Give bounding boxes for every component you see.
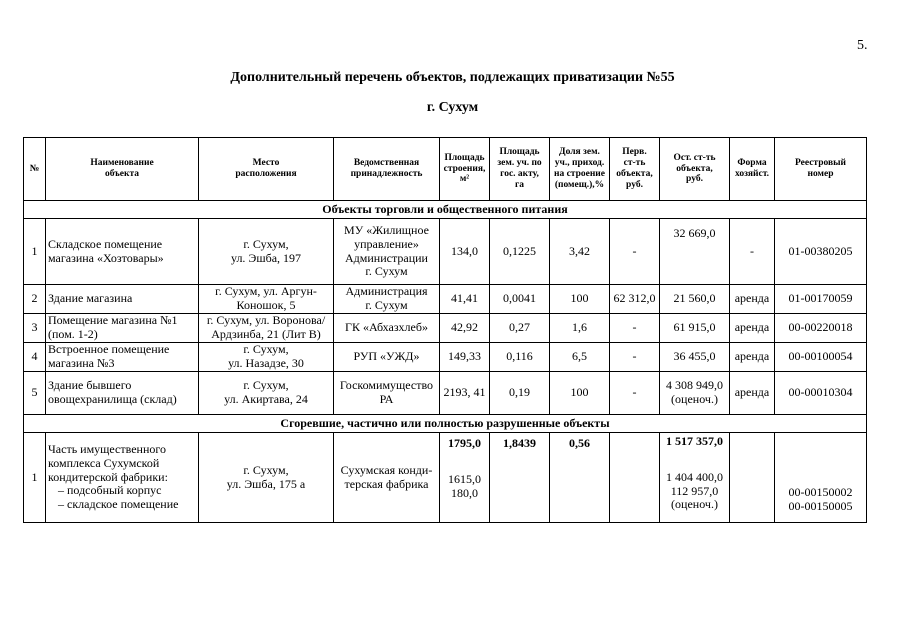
- cell-residual-cost-total: 1 517 357,0: [666, 434, 723, 448]
- header-area-land: [490, 138, 550, 201]
- cell-initial-cost: [610, 433, 660, 523]
- header-name-line: Наименование: [90, 158, 154, 169]
- table-row: [24, 285, 867, 314]
- header-area-build-line: строения,: [443, 163, 486, 174]
- cell-dept: РУП «УЖД»: [334, 343, 440, 372]
- cell-initial-cost: -: [610, 219, 660, 285]
- table-row: [24, 433, 867, 523]
- header-share-line: Доля зем.: [559, 147, 600, 158]
- header-area-land-line: га: [514, 179, 525, 190]
- header-reg: [775, 138, 867, 201]
- cell-reg: 01-00170059: [775, 285, 867, 314]
- cell-area-build: 134,0: [440, 219, 490, 285]
- cell-place-line: г. Сухум,: [243, 342, 289, 357]
- cell-residual-cost: 36 455,0: [660, 343, 730, 372]
- cell-area-build: 41,41: [440, 285, 490, 314]
- table-row: [24, 314, 867, 343]
- header-dept: [334, 138, 440, 201]
- header-area-build: [440, 138, 490, 201]
- cell-residual-cost-line: 4 308 949,0: [666, 378, 723, 393]
- header-area-build-line: Площадь: [444, 152, 485, 163]
- cell-spacer: [442, 451, 487, 473]
- header-name-line: объекта: [104, 169, 140, 179]
- header-share: [550, 138, 610, 201]
- cell-residual-cost-line: (оценоч.): [671, 392, 718, 406]
- cell-place-line: г. Сухум,: [243, 378, 289, 393]
- document-subtitle: г. Сухум: [426, 100, 479, 115]
- cell-num: 5: [24, 372, 46, 415]
- cell-name-line: Встроенное помещение: [48, 342, 170, 357]
- header-initial-cost-line: объекта,: [616, 169, 653, 179]
- cell-place: [199, 285, 334, 314]
- cell-dept: [334, 433, 440, 523]
- cell-form: аренда: [730, 314, 775, 343]
- cell-initial-cost: 62 312,0: [610, 285, 660, 314]
- cell-residual-cost: 61 915,0: [660, 314, 730, 343]
- cell-residual-cost-part: 1 404 400,0: [666, 469, 723, 484]
- header-share-line: на строение: [553, 169, 605, 179]
- cell-place-line: ул. Эшба, 197: [230, 250, 302, 265]
- cell-place-line: ул. Акиртава, 24: [224, 392, 308, 406]
- cell-name: [46, 343, 199, 372]
- cell-reg: [775, 433, 867, 523]
- cell-area-land: 0,116: [490, 343, 550, 372]
- cell-initial-cost: -: [610, 343, 660, 372]
- cell-area-land: 0,19: [490, 372, 550, 415]
- cell-dept-line: г. Сухум: [365, 298, 408, 312]
- cell-name-line: Здание бывшего: [48, 378, 132, 393]
- cell-place-line: г. Сухум,: [243, 236, 289, 251]
- header-form-line: Форма: [737, 158, 767, 169]
- cell-place-line: ул. Назадзе, 30: [228, 356, 304, 370]
- cell-area-build: 149,33: [440, 343, 490, 372]
- cell-area-build-part: 180,0: [451, 485, 478, 500]
- cell-dept-line: Сухумская конди-: [340, 462, 433, 477]
- cell-area-build: [440, 433, 490, 523]
- header-area-land-line: гос. акту,: [500, 169, 539, 179]
- header-form: [730, 138, 775, 201]
- document-title: Дополнительный перечень объектов, подлежащих приватизации №55: [230, 70, 675, 85]
- header-share-line: (помещ.),%: [554, 179, 605, 190]
- cell-name: Здание магазина: [46, 285, 199, 314]
- cell-dept-line: Госкомимущество: [339, 378, 434, 393]
- cell-name-line: Складское помещение: [48, 236, 163, 251]
- cell-name: [46, 314, 199, 343]
- cell-area-build-total: 1795,0: [448, 436, 481, 450]
- header-place-line: расположения: [235, 169, 297, 179]
- cell-dept-line: терская фабрика: [344, 476, 429, 491]
- cell-place: [199, 219, 334, 285]
- header-dept-line: Ведомственная: [353, 158, 420, 169]
- cell-spacer: [662, 449, 727, 471]
- cell-num: 4: [24, 343, 46, 372]
- cell-name-line: магазина «Хозтовары»: [48, 250, 164, 265]
- table-row: [24, 219, 867, 285]
- cell-residual-cost: [660, 433, 730, 523]
- cell-num: 3: [24, 314, 46, 343]
- cell-area-build: 42,92: [440, 314, 490, 343]
- cell-place-line: г. Сухум,: [243, 462, 289, 477]
- cell-area-land: 0,27: [490, 314, 550, 343]
- cell-share: 3,42: [550, 219, 610, 285]
- header-reg-line: Реестровый: [794, 158, 847, 169]
- cell-place-line: г. Сухум, ул. Воронова/: [206, 313, 326, 328]
- cell-form: аренда: [730, 343, 775, 372]
- objects-table: [23, 137, 867, 523]
- cell-dept-line: Администрации: [345, 250, 428, 265]
- cell-name-line: овощехранилища (склад): [48, 392, 177, 406]
- cell-area-land: 0,0041: [490, 285, 550, 314]
- cell-initial-cost: -: [610, 314, 660, 343]
- cell-residual-cost: [660, 372, 730, 415]
- cell-place: [199, 433, 334, 523]
- cell-place: [199, 372, 334, 415]
- cell-place: [199, 314, 334, 343]
- cell-name-line: комплекса Сухумской: [48, 455, 160, 470]
- cell-dept: ГК «Абхазхлеб»: [334, 314, 440, 343]
- cell-name: [46, 219, 199, 285]
- cell-name: [46, 433, 199, 523]
- table-header-row: [24, 138, 867, 201]
- cell-dept: [334, 372, 440, 415]
- header-residual-cost-line: Ост. ст-ть: [673, 152, 716, 163]
- header-initial-cost-line: руб.: [626, 179, 643, 190]
- cell-area-land: 0,1225: [490, 219, 550, 285]
- cell-dept: [334, 285, 440, 314]
- section-row: [24, 201, 867, 219]
- header-num: №: [24, 138, 46, 201]
- header-name: [46, 138, 199, 201]
- header-share-line: уч., приход.: [554, 158, 605, 169]
- cell-name: [46, 372, 199, 415]
- cell-name-line: – складское помещение: [58, 497, 179, 512]
- header-residual-cost-line: объекта,: [676, 163, 713, 174]
- cell-residual-cost: 32 669,0: [660, 219, 730, 285]
- header-initial-cost-line: Перв.: [622, 147, 647, 158]
- section-title: Объекты торговли и общественного питания: [24, 201, 867, 219]
- table-row: [24, 372, 867, 415]
- header-form-line: хозяйст.: [734, 169, 770, 179]
- cell-form: [730, 433, 775, 523]
- header-place-line: Место: [252, 158, 280, 169]
- cell-place-line: Ардзинба, 21 (Лит В): [211, 327, 321, 341]
- header-residual-cost-line: руб.: [686, 174, 703, 185]
- section-row: [24, 415, 867, 433]
- cell-name-line: магазина №3: [48, 356, 115, 370]
- cell-num: 1: [24, 219, 46, 285]
- page-number: 5.: [857, 38, 868, 53]
- cell-area-land: 1,8439: [490, 433, 550, 523]
- cell-reg-part: 00-00150005: [788, 499, 853, 514]
- cell-dept-line: РА: [379, 392, 394, 406]
- cell-area-build-part: 1615,0: [448, 471, 481, 486]
- cell-place-line: ул. Эшба, 175 а: [226, 476, 306, 491]
- cell-reg: 00-00220018: [775, 314, 867, 343]
- header-initial-cost-line: ст-ть: [623, 158, 646, 169]
- header-initial-cost: [610, 138, 660, 201]
- cell-form: -: [730, 219, 775, 285]
- cell-name-line: Часть имущественного: [48, 442, 167, 456]
- table-row: [24, 343, 867, 372]
- cell-form: аренда: [730, 285, 775, 314]
- cell-share: 0,56: [550, 433, 610, 523]
- header-dept-line: принадлежность: [350, 169, 423, 179]
- cell-name-line: Помещение магазина №1: [48, 313, 178, 328]
- cell-share: 6,5: [550, 343, 610, 372]
- cell-place-line: Коношок, 5: [236, 298, 296, 312]
- cell-share: 1,6: [550, 314, 610, 343]
- header-area-build-line: м²: [459, 174, 470, 185]
- cell-name-line: кондитерской фабрики:: [48, 469, 168, 484]
- cell-reg-part: 00-00150002: [788, 485, 853, 500]
- header-area-land-line: Площадь: [499, 147, 540, 158]
- cell-dept-line: МУ «Жилищное: [344, 222, 429, 237]
- cell-reg: 01-00380205: [775, 219, 867, 285]
- cell-area-build: 2193, 41: [440, 372, 490, 415]
- cell-share: 100: [550, 372, 610, 415]
- cell-reg: 00-00010304: [775, 372, 867, 415]
- cell-share: 100: [550, 285, 610, 314]
- cell-place: [199, 343, 334, 372]
- cell-residual-cost-part: 112 957,0: [670, 483, 719, 498]
- cell-dept-line: г. Сухум: [365, 264, 408, 279]
- cell-residual-cost: 21 560,0: [660, 285, 730, 314]
- cell-initial-cost: -: [610, 372, 660, 415]
- cell-num: 1: [24, 433, 46, 523]
- cell-name-line: – подсобный корпус: [58, 483, 162, 498]
- header-reg-line: номер: [807, 169, 834, 179]
- cell-name-line: (пом. 1-2): [48, 327, 98, 341]
- cell-residual-cost-part: (оценоч.): [671, 497, 718, 512]
- cell-dept-line: Администрация: [345, 284, 428, 299]
- cell-dept: [334, 219, 440, 285]
- header-area-land-line: зем. уч. по: [497, 158, 542, 169]
- header-place: [199, 138, 334, 201]
- cell-num: 2: [24, 285, 46, 314]
- section-title: Сгоревшие, частично или полностью разрушенные объекты: [24, 415, 867, 433]
- header-residual-cost: [660, 138, 730, 201]
- cell-dept-line: управление»: [354, 236, 419, 251]
- cell-place-line: г. Сухум, ул. Аргун-: [215, 284, 317, 299]
- cell-form: аренда: [730, 372, 775, 415]
- cell-reg: 00-00100054: [775, 343, 867, 372]
